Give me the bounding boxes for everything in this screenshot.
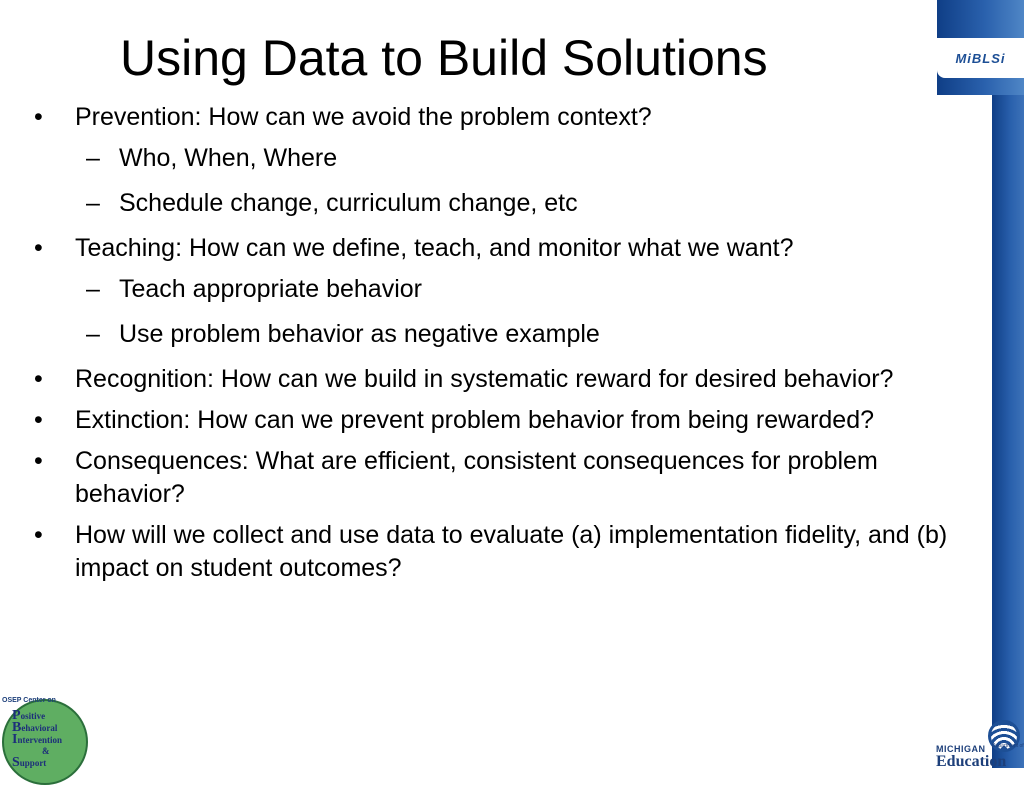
bullet-prevention bbox=[34, 101, 986, 134]
slide-title: Using Data to Build Solutions bbox=[120, 30, 768, 86]
bullet-data-evaluation bbox=[34, 519, 986, 585]
sub-bullet-mark: – bbox=[86, 144, 100, 172]
mde-state-text: MICHIGAN bbox=[936, 744, 986, 754]
bullet-consequences bbox=[34, 445, 986, 511]
sub-bullet-mark: – bbox=[86, 320, 100, 348]
bullet-mark: • bbox=[34, 103, 43, 131]
bullet-text: Extinction: How can we prevent problem behavior from being rewarded? bbox=[75, 406, 875, 434]
bullet-text: Prevention: How can we avoid the problem context? bbox=[75, 103, 652, 131]
miblsi-logo bbox=[937, 38, 1024, 78]
bullet-extinction bbox=[34, 404, 986, 437]
bullet-recognition bbox=[34, 363, 986, 396]
pbis-word-behavioral: ehavioral bbox=[21, 723, 58, 733]
sub-bullet bbox=[34, 187, 986, 220]
pbis-ampersand: & bbox=[42, 746, 50, 756]
bullet-teaching bbox=[34, 232, 986, 265]
sub-bullet bbox=[34, 142, 986, 175]
sub-bullet bbox=[34, 273, 986, 306]
mde-dept-text: Department of bbox=[992, 743, 1024, 749]
sub-bullet bbox=[34, 318, 986, 351]
pbis-letter-b: B bbox=[12, 720, 22, 735]
bullet-mark: • bbox=[34, 521, 43, 549]
pbis-logo-caption: OSEP Center on bbox=[2, 697, 56, 704]
bullet-mark: • bbox=[34, 406, 43, 434]
pbis-letter-i: I bbox=[12, 732, 18, 747]
bullet-text: Teaching: How can we define, teach, and monitor what we want? bbox=[75, 234, 794, 262]
sub-bullet-text: Who, When, Where bbox=[119, 144, 338, 172]
bullet-text: Consequences: What are efficient, consistent consequences for problem behavior? bbox=[75, 447, 878, 508]
pbis-logo bbox=[0, 697, 100, 768]
pbis-logo-words bbox=[12, 710, 62, 769]
sub-bullet-text: Teach appropriate behavior bbox=[119, 275, 422, 303]
bullet-text: Recognition: How can we build in systematic reward for desired behavior? bbox=[75, 365, 894, 393]
pbis-word-intervention: ntervention bbox=[17, 735, 62, 745]
mde-education-text: Education bbox=[936, 753, 1007, 770]
bullet-mark: • bbox=[34, 365, 43, 393]
sub-bullet-text: Schedule change, curriculum change, etc bbox=[119, 189, 578, 217]
pbis-letter-s: S bbox=[12, 755, 20, 770]
miblsi-logo-text: MiBLSi bbox=[955, 50, 1006, 66]
pbis-word-support: upport bbox=[19, 758, 47, 768]
sub-bullet-text: Use problem behavior as negative example bbox=[119, 320, 600, 348]
sub-bullet-mark: – bbox=[86, 275, 100, 303]
michigan-education-logo bbox=[932, 718, 1024, 768]
pbis-word-positive: ositive bbox=[20, 711, 46, 721]
bullet-text: How will we collect and use data to evaluate (a) implementation fidelity, and (b) impact on student outcomes? bbox=[75, 521, 948, 582]
decorative-bar-side bbox=[992, 95, 1024, 768]
bullet-list bbox=[34, 101, 986, 593]
pbis-letter-p: P bbox=[12, 708, 21, 723]
sub-bullet-mark: – bbox=[86, 189, 100, 217]
bullet-mark: • bbox=[34, 234, 43, 262]
bullet-mark: • bbox=[34, 447, 43, 475]
